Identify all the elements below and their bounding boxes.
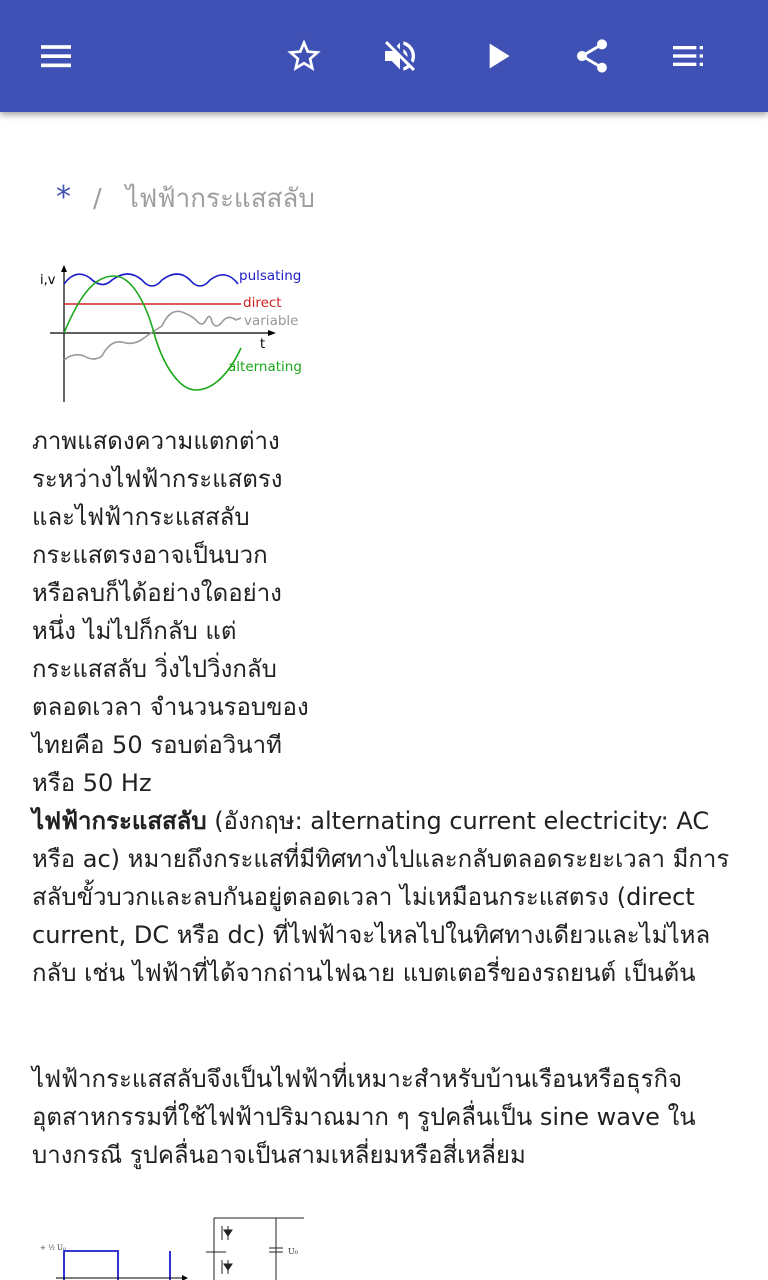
y-axis-arrow [61,265,67,272]
mute-button[interactable] [376,32,424,80]
caption-line: กระแสตรงอาจเป็นบวก [32,541,268,569]
circuit-voltage-label: U₀ [288,1247,298,1256]
star-icon [284,36,324,76]
volume-off-icon [380,36,420,76]
toc-icon [668,36,708,76]
pulsating-curve [64,274,238,286]
caption-line: หรือลบก็ได้อย่างใดอย่าง [32,579,282,607]
waveform-axis-arrow [182,1275,188,1280]
caption-line: ภาพแสดงความแตกต่าง [32,427,280,455]
article-paragraph-text: (อังกฤษ: alternating current electricity: AC หรือ ac) หมายถึงกระแสที่มีทิศทางไปและกลับตลอดระยะเวลา มีการสลับขั้วบวกและลบกันอยู่ตลอดเวลา ไม่เหมือนกระแสตรง (direct current, DC หรือ dc) ที่ไฟฟ้าจะไหลไปในทิศทางเดียวและไม่ไหลกลับ เช่น ไฟฟ้าที่ได้จากถ่านไฟฉาย แบตเตอรี่ของรถยนต์ เป็นต้น [32,807,730,987]
figure-caption [32,422,352,802]
variable-curve [64,311,241,360]
square-wave [64,1251,118,1280]
table-of-contents-button[interactable] [664,32,712,80]
pulsating-label: pulsating [239,268,302,284]
alternating-label: alternating [228,359,302,375]
variable-label: variable [244,313,299,329]
direct-label: direct [243,295,282,311]
breadcrumb-current: ไฟฟ้ากระแสสลับ [125,184,315,214]
breadcrumb [56,178,315,219]
x-axis-arrow [268,330,276,336]
caption-line: หนึ่ง ไม่ไปก็กลับ แต่ [32,617,237,645]
caption-line: หรือ 50 Hz [32,769,152,797]
bookmark-button[interactable] [280,32,328,80]
share-icon [572,36,612,76]
y-axis-label: i,v [40,273,56,288]
caption-line: ตลอดเวลา จำนวนรอบของ [32,693,309,721]
app-toolbar [0,0,768,112]
caption-line: ไทยคือ 50 รอบต่อวินาที [32,731,282,759]
share-button[interactable] [568,32,616,80]
play-button[interactable] [474,32,522,80]
breadcrumb-home-link[interactable]: * [56,180,71,215]
x-axis-label: t [260,337,266,352]
article-content [0,112,768,1280]
breadcrumb-separator: / [93,184,102,214]
caption-line: กระแสสลับ วิ่งไปวิ่งกลับ [32,655,277,683]
article-term: ไฟฟ้ากระแสสลับ [32,807,207,835]
current-types-figure[interactable] [36,262,312,404]
menu-button[interactable] [32,32,80,80]
caption-line: ระหว่างไฟฟ้ากระแสตรง [32,465,283,493]
caption-line: และไฟฟ้ากระแสสลับ [32,503,250,531]
play-icon [478,36,518,76]
article-paragraph: ไฟฟ้ากระแสสลับจึงเป็นไฟฟ้าที่เหมาะสำหรับบ้านเรือนหรือธุรกิจอุตสาหกรรมที่ใช้ไฟฟ้าปริมาณมาก ๆ รูปคลื่นเป็น sine wave ในบางกรณี รูปคลื่นอาจเป็นสามเหลี่ยมหรือสี่เหลี่ยม [32,1065,696,1169]
waveform-label: + ½ U₀ [40,1244,66,1252]
article-paragraph [32,802,736,992]
menu-icon [36,36,76,76]
inverter-waveform-figure[interactable] [36,1212,308,1280]
